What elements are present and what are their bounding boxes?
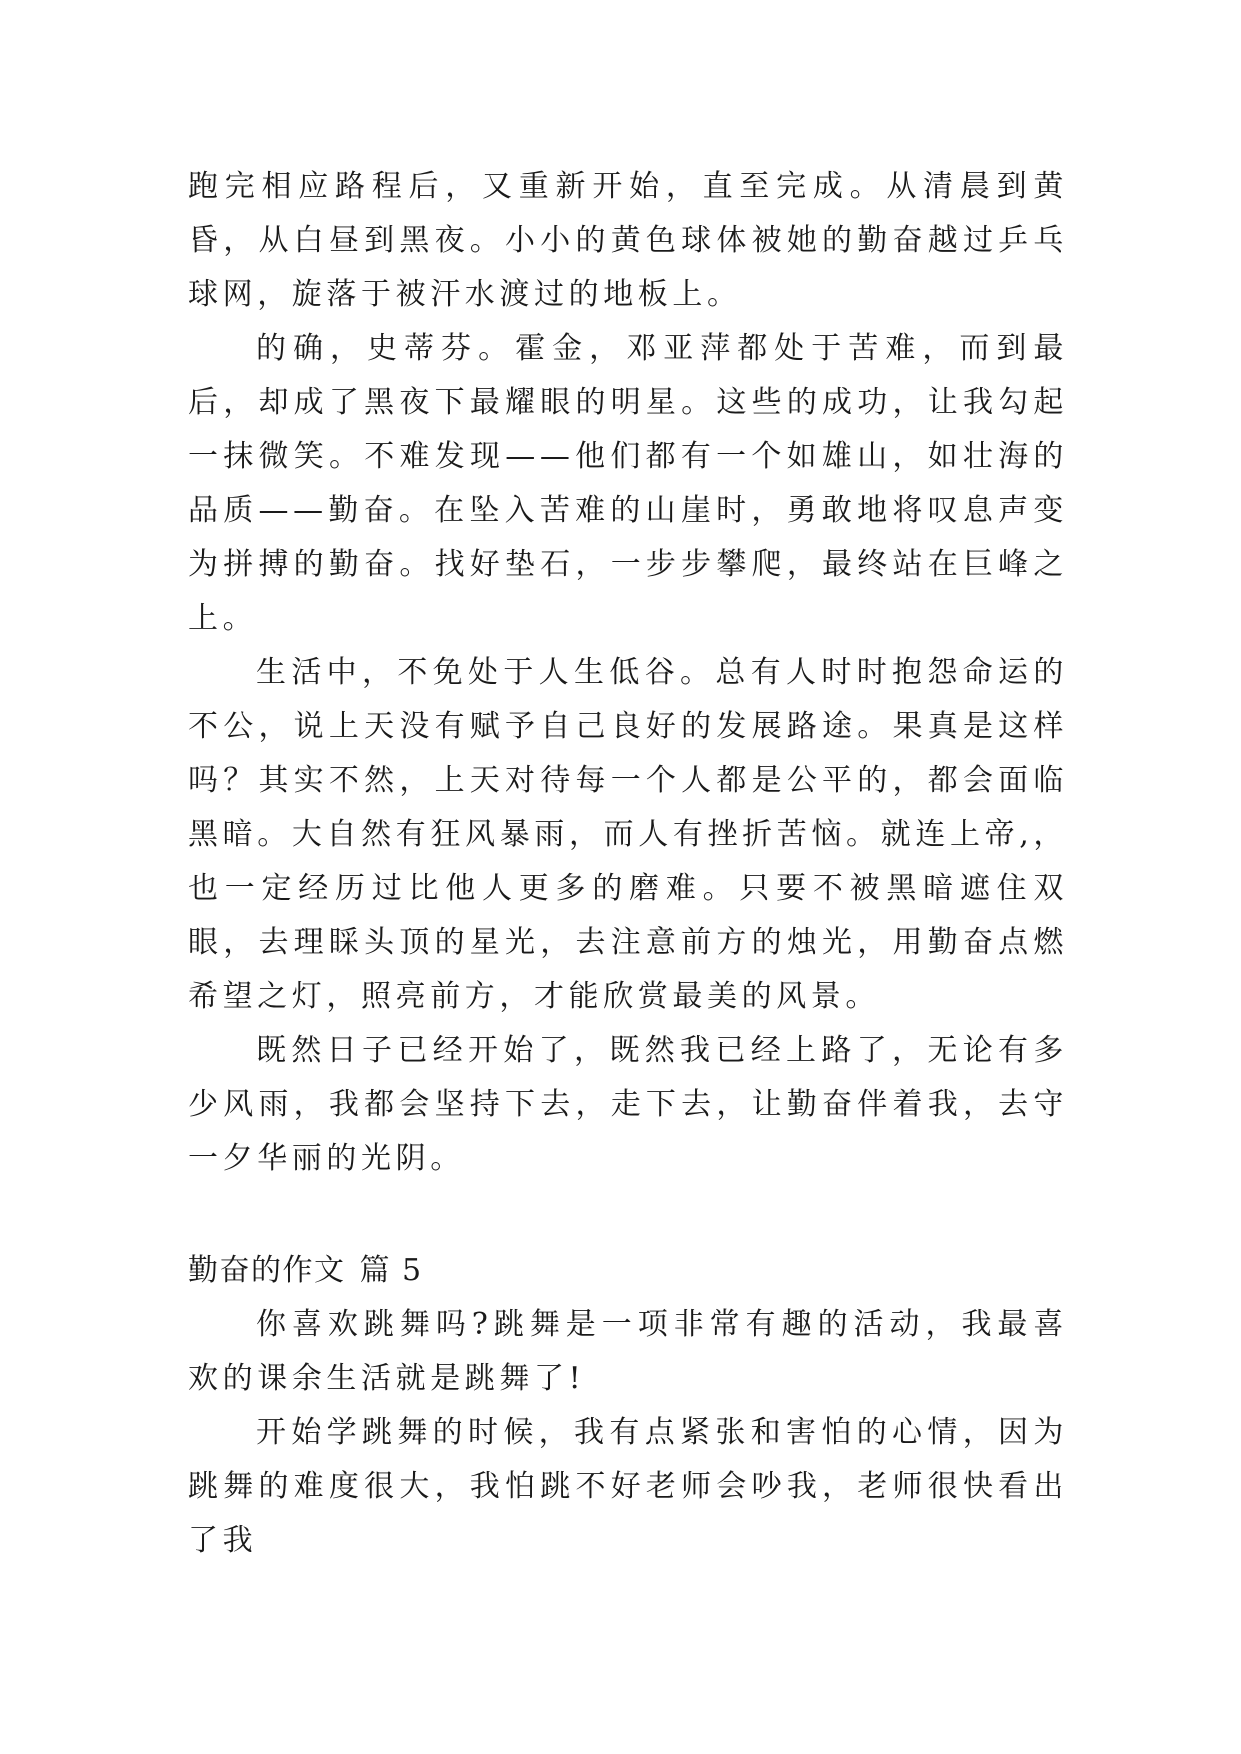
paragraph-continued: 跑完相应路程后，又重新开始，直至完成。从清晨到黄昏，从白昼到黑夜。小小的黄色球体被她的勤奋越过乒乓球网，旋落于被汗水渡过的地板上。 xyxy=(188,169,1068,312)
section-heading xyxy=(188,1244,1068,1298)
section-gap xyxy=(188,1186,1068,1244)
section-title: 勤奋的作文 xyxy=(188,1253,346,1288)
paragraph-keep-going: 既然日子已经开始了，既然我已经上路了，无论有多少风雨，我都会坚持下去，走下去，让勤奋伴着我，去守一夕华丽的光阴。 xyxy=(188,1033,1068,1176)
document-body xyxy=(188,160,1068,1568)
paragraph-dance-intro: 你喜欢跳舞吗?跳舞是一项非常有趣的活动，我最喜欢的课余生活就是跳舞了! xyxy=(188,1307,1068,1396)
paragraph-dance-start: 开始学跳舞的时候，我有点紧张和害怕的心情，因为跳舞的难度很大，我怕跳不好老师会吵我，老师很快看出了我 xyxy=(188,1415,1068,1558)
paragraph-perseverance: 的确，史蒂芬。霍金，邓亚萍都处于苦难，而到最后，却成了黑夜下最耀眼的明星。这些的成功，让我勾起一抹微笑。不难发现——他们都有一个如雄山，如壮海的品质——勤奋。在坠入苦难的山崖时，勇敢地将叹息声变为拼搏的勤奋。找好垫石，一步步攀爬，最终站在巨峰之上。 xyxy=(188,331,1068,636)
paragraph-life-lows: 生活中，不免处于人生低谷。总有人时时抱怨命运的不公，说上天没有赋予自己良好的发展路途。果真是这样吗？其实不然，上天对待每一个人都是公平的，都会面临黑暗。大自然有狂风暴雨，而人有挫折苦恼。就连上帝,，也一定经历过比他人更多的磨难。只要不被黑暗遮住双眼，去理睬头顶的星光，去注意前方的烛光，用勤奋点燃希望之灯，照亮前方，才能欣赏最美的风景。 xyxy=(188,655,1068,1014)
section-number: 篇 5 xyxy=(359,1253,423,1288)
